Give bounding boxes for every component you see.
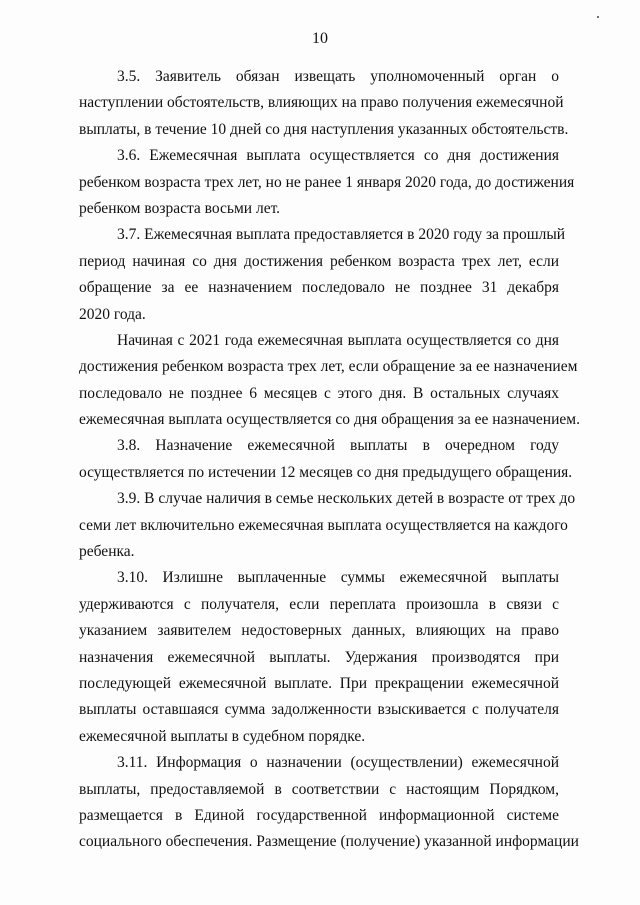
text-line: удерживаются с получателя, если переплата произошла в связи с bbox=[79, 595, 559, 613]
text-line: социального обеспечения. Размещение (получение) указанной информации bbox=[79, 833, 579, 851]
text-line: семи лет включительно ежемесячная выплата осуществляется на каждого bbox=[79, 516, 568, 534]
text-line: 3.11. Информация о назначении (осуществлении) ежемесячной bbox=[117, 754, 559, 772]
paragraph-3-9 bbox=[79, 486, 576, 565]
text-line: период начиная со дня достижения ребенком возраста трех лет, если bbox=[79, 252, 559, 270]
text-line: выплаты, предоставляемой в соответствии с настоящим Порядком, bbox=[79, 780, 559, 798]
text-line: размещается в Единой государственной информационной системе bbox=[79, 806, 559, 824]
text-line: 2020 года. bbox=[79, 305, 146, 323]
text-line: ежемесячной выплаты в судебном порядке. bbox=[79, 727, 366, 745]
document-body bbox=[79, 64, 580, 856]
text-line: ребенка. bbox=[79, 543, 135, 561]
text-line: последовало не позднее 6 месяцев с этого дня. В остальных случаях bbox=[79, 384, 559, 402]
text-line: ребенком возраста восьми лет. bbox=[79, 199, 281, 217]
text-line: ребенком возраста трех лет, но не ранее 1 января 2020 года, до достижения bbox=[79, 173, 575, 191]
text-line: 3.9. В случае наличия в семье нескольких детей в возрасте от трех до bbox=[117, 490, 576, 508]
paragraph-3-7 bbox=[79, 222, 566, 328]
paragraph-3-7-continued bbox=[79, 328, 580, 434]
text-line: выплаты, в течение 10 дней со дня наступления указанных обстоятельств. bbox=[79, 120, 569, 138]
text-line: 3.8. Назначение ежемесячной выплаты в очередном году bbox=[117, 437, 559, 455]
paragraph-3-11 bbox=[79, 750, 579, 856]
text-line: выплаты оставшаяся сумма задолженности взыскивается с получателя bbox=[79, 701, 559, 719]
text-line: осуществляется по истечении 12 месяцев со дня предыдущего обращения. bbox=[79, 463, 573, 481]
text-line: указанием заявителем недостоверных данных, влияющих на право bbox=[79, 622, 559, 640]
text-line: 3.5. Заявитель обязан извещать уполномоченный орган о bbox=[117, 68, 559, 85]
text-line: ежемесячная выплата осуществляется со дня обращения за ее назначением. bbox=[79, 411, 580, 429]
paragraph-3-5 bbox=[79, 64, 569, 143]
text-line: наступлении обстоятельств, влияющих на право получения ежемесячной bbox=[79, 94, 564, 112]
text-line: достижения ребенком возраста трех лет, если обращение за ее назначением bbox=[79, 358, 578, 376]
text-line: последующей ежемесячной выплате. При прекращении ежемесячной bbox=[79, 674, 559, 692]
paragraph-3-8 bbox=[79, 433, 573, 486]
text-line: 3.10. Излишне выплаченные суммы ежемесячной выплаты bbox=[117, 569, 559, 587]
text-line: Начиная с 2021 года ежемесячная выплата осуществляется со дня bbox=[117, 331, 559, 349]
text-line: назначения ежемесячной выплаты. Удержания производятся при bbox=[79, 648, 559, 666]
text-line: 3.7. Ежемесячная выплата предоставляется в 2020 году за прошлый bbox=[117, 226, 566, 244]
paragraph-3-10 bbox=[79, 565, 559, 750]
paragraph-3-6 bbox=[79, 143, 575, 222]
scan-speck bbox=[597, 16, 599, 18]
text-line: обращение за ее назначением последовало не позднее 31 декабря bbox=[79, 279, 559, 297]
text-line: 3.6. Ежемесячная выплата осуществляется со дня достижения bbox=[117, 147, 559, 165]
page-number: 10 bbox=[312, 30, 328, 47]
